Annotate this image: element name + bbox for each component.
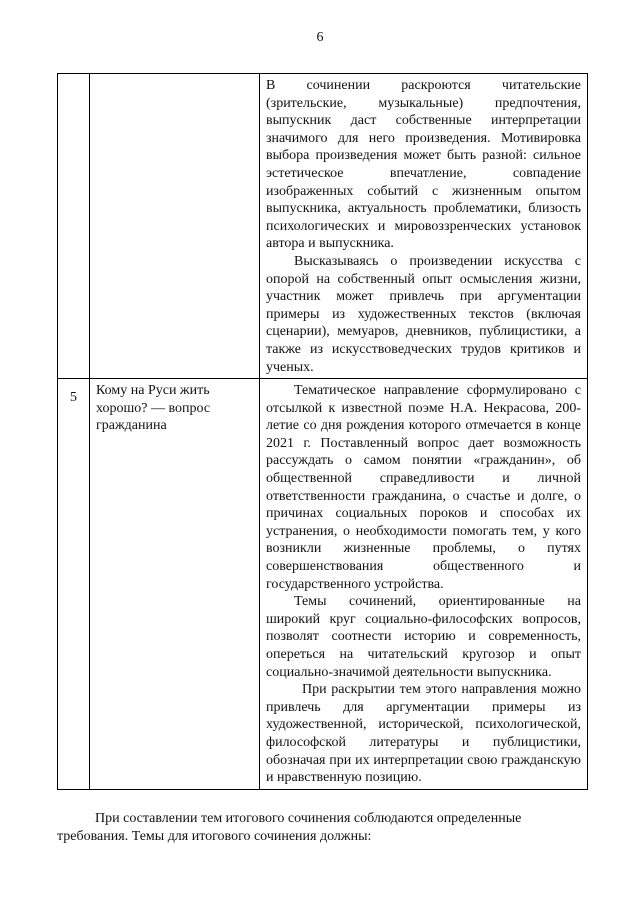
footer-paragraph-line-1: При составлении тем итогового сочинения соблюдаются определенные xyxy=(95,811,522,826)
row-number xyxy=(58,74,90,379)
description-paragraph: Высказываясь о произведении искусства с опорой на собственный опыт осмысления жизни, участник может привлечь при аргументации примеры из художественных текстов (включая сценарии), мемуаров, дневников, публицистики, а также из искусствоведческих трудов критиков и ученых. xyxy=(266,253,581,375)
table-row xyxy=(58,379,588,790)
table-row xyxy=(58,74,588,379)
description-paragraph: Тематическое направление сформулировано с отсылкой к известной поэме Н.А. Некрасова, 200-летие со дня рождения которого отмечается в конце 2021 г. Поставленный вопрос дает возможность рассуждать о самом понятии «гражданин», об общественной справедливости и личной ответственности гражданина, о счастье и долге, о причинах социальных пороков и способах их устранения, о необходимости помогать тем, у кого возникли жизненные проблемы, о путях совершенствования общественного и государственного устройства. xyxy=(266,383,581,592)
description-paragraph: Темы сочинений, ориентированные на широкий круг социально-философских вопросов, позволят соотнести историю и современность, опереться на читательский кругозор и опыт социально-значимой деятельности выпускника. xyxy=(266,594,581,680)
row-description xyxy=(260,379,588,790)
footer-paragraph-line-2: требования. Темы для итогового сочинения должны: xyxy=(57,829,372,844)
row-description xyxy=(260,74,588,379)
row-number: 5 xyxy=(58,379,90,790)
page-number: 6 xyxy=(316,30,324,45)
row-topic: Кому на Руси жить хорошо? — вопрос гражданина xyxy=(90,379,260,790)
row-topic xyxy=(90,74,260,379)
description-paragraph: При раскрытии тем этого направления можно привлечь для аргументации примеры из художественной, исторической, психологической, философской литературы и публицистики, обозначая при их интерпретации свою гражданскую и нравственную позицию. xyxy=(266,682,581,786)
description-paragraph: В сочинении раскроются читательские (зрительские, музыкальные) предпочтения, выпускник даст собственные интерпретации значимого для него произведения. Мотивировка выбора произведения может быть разной: сильное эстетическое впечатление, совпадение изображенных событий с жизненным опытом выпускника, актуальность проблематики, близость психологических и мировоззренческих установок автора и выпускника. xyxy=(266,78,581,252)
themes-table xyxy=(57,73,588,790)
